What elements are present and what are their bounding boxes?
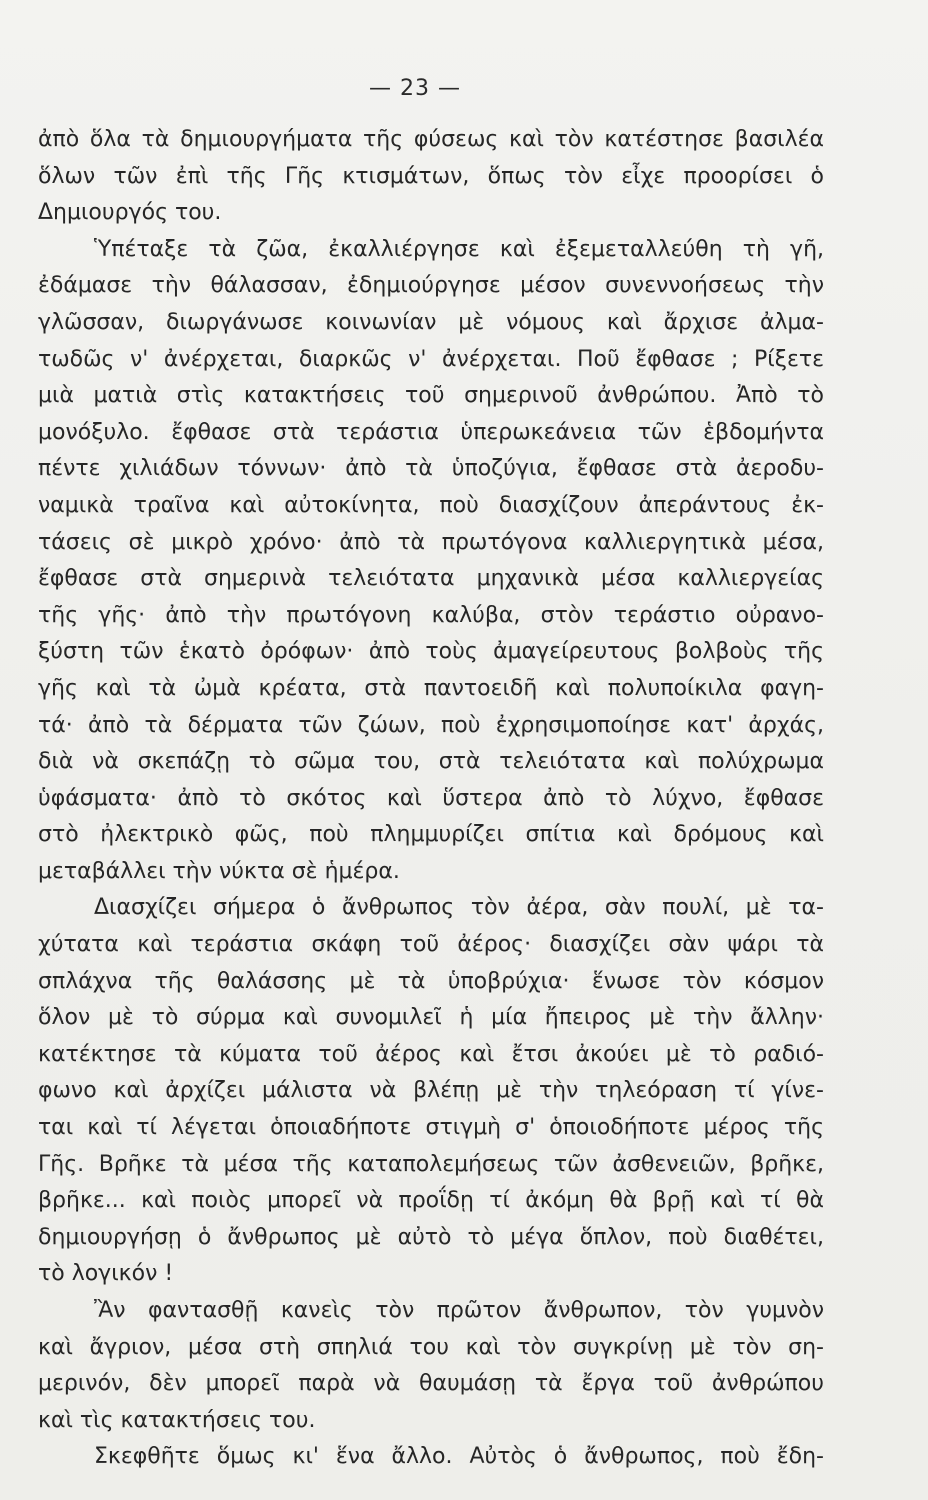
paragraph-4 <box>38 1293 824 1439</box>
text-line: μονόξυλο. ἔφθασε στὰ τεράστια ὑπερωκεάνεια τῶν ἑβδομήντα <box>38 419 824 445</box>
text-line: στὸ ἠλεκτρικὸ φῶς, ποὺ πλημμυρίζει σπίτια καὶ δρόμους καὶ <box>38 822 824 848</box>
text-line: ναμικὰ τραῖνα καὶ αὐτοκίνητα, ποὺ διασχίζουν ἀπεράντους ἐκ- <box>38 492 824 518</box>
text-line: τά· ἀπὸ τὰ δέρματα τῶν ζώων, ποὺ ἐχρησιμοποίησε κατ' ἀρχάς, <box>38 712 824 738</box>
text-line: χύτατα καὶ τεράστια σκάφη τοῦ ἀέρος· διασχίζει σὰν ψάρι τὰ <box>38 932 824 958</box>
page-number: — 23 — <box>369 76 461 101</box>
text-line: Σκεφθῆτε ὅμως κι' ἕνα ἄλλο. Αὐτὸς ὁ ἄνθρωπος, ποὺ ἔδη- <box>94 1444 824 1470</box>
text-line: καὶ ἄγριον, μέσα στὴ σπηλιά του καὶ τὸν συγκρίνῃ μὲ τὸν ση- <box>38 1334 824 1360</box>
paragraph-2 <box>38 232 824 891</box>
text-line: ξύστη τῶν ἑκατὸ ὀρόφων· ἀπὸ τοὺς ἀμαγείρευτους βολβοὺς τῆς <box>38 639 824 665</box>
text-line: γλῶσσαν, διωργάνωσε κοινωνίαν μὲ νόμους καὶ ἄρχισε ἀλμα- <box>38 309 824 335</box>
text-line: σπλάχνα τῆς θαλάσσης μὲ τὰ ὑποβρύχια· ἕνωσε τὸν κόσμον <box>38 968 824 994</box>
paragraph-3 <box>38 890 824 1293</box>
text-line: ἀπὸ ὅλα τὰ δημιουργήματα τῆς φύσεως καὶ τὸν κατέστησε βασιλέα <box>38 127 824 152</box>
text-line: δημιουργήσῃ ὁ ἄνθρωπος μὲ αὐτὸ τὸ μέγα ὅπλον, ποὺ διαθέτει, <box>38 1224 824 1250</box>
text-line: Γῆς. Βρῆκε τὰ μέσα τῆς καταπολεμήσεως τῶν ἀσθενειῶν, βρῆκε, <box>38 1151 824 1177</box>
text-line: Διασχίζει σήμερα ὁ ἄνθρωπος τὸν ἀέρα, σὰν πουλί, μὲ τα- <box>94 895 824 921</box>
text-line: τῆς γῆς· ἀπὸ τὴν πρωτόγονη καλύβα, στὸν τεράστιο οὐρανο- <box>38 602 824 628</box>
text-line: τωδῶς ν' ἀνέρχεται, διαρκῶς ν' ἀνέρχεται. Ποῦ ἔφθασε ; Ρίξετε <box>38 346 824 372</box>
text-line: Δημιουργός του. <box>38 200 222 226</box>
text-line: ὑφάσματα· ἀπὸ τὸ σκότος καὶ ὕστερα ἀπὸ τὸ λύχνο, ἔφθασε <box>38 785 824 811</box>
text-line: καὶ τὶς κατακτήσεις του. <box>38 1407 316 1433</box>
text-line: τὸ λογικόν ! <box>38 1261 174 1287</box>
text-line: Ἂν φαντασθῇ κανεὶς τὸν πρῶτον ἄνθρωπον, τὸν γυμνὸν <box>94 1298 824 1323</box>
paragraph-1 <box>38 122 824 232</box>
text-line: Ὑπέταξε τὰ ζῶα, ἐκαλλιέργησε καὶ ἐξεμεταλλεύθη τὴ γῆ, <box>94 236 824 262</box>
text-line: ἐδάμασε τὴν θάλασσαν, ἐδημιούργησε μέσον συνεννοήσεως τὴν <box>38 273 824 299</box>
text-line: βρῆκε... καὶ ποιὸς μπορεῖ νὰ προΐδῃ τί ἀκόμη θὰ βρῇ καὶ τί θὰ <box>38 1188 824 1214</box>
text-line: ὅλων τῶν ἐπὶ τῆς Γῆς κτισμάτων, ὅπως τὸν εἶχε προορίσει ὁ <box>38 163 824 189</box>
text-line: μερινόν, δὲν μπορεῖ παρὰ νὰ θαυμάσῃ τὰ ἔργα τοῦ ἀνθρώπου <box>38 1371 824 1397</box>
paragraph-5 <box>38 1439 824 1476</box>
text-line: γῆς καὶ τὰ ὠμὰ κρέατα, στὰ παντοειδῆ καὶ πολυποίκιλα φαγη- <box>38 675 824 701</box>
text-line: πέντε χιλιάδων τόννων· ἀπὸ τὰ ὑποζύγια, ἔφθασε στὰ ἀεροδυ- <box>38 456 824 482</box>
text-line: τάσεις σὲ μικρὸ χρόνο· ἀπὸ τὰ πρωτόγονα καλλιεργητικὰ μέσα, <box>38 529 824 555</box>
text-line: μιὰ ματιὰ στὶς κατακτήσεις τοῦ σημερινοῦ ἀνθρώπου. Ἀπὸ τὸ <box>38 383 824 409</box>
body-text <box>38 122 824 1476</box>
text-line: μεταβάλλει τὴν νύκτα σὲ ἡμέρα. <box>38 858 400 884</box>
text-line: ὅλον μὲ τὸ σύρμα καὶ συνομιλεῖ ἡ μία ἤπειρος μὲ τὴν ἄλλην· <box>38 1005 824 1031</box>
text-line: διὰ νὰ σκεπάζῃ τὸ σῶμα του, στὰ τελειότατα καὶ πολύχρωμα <box>38 749 824 775</box>
text-line: φωνο καὶ ἀρχίζει μάλιστα νὰ βλέπῃ μὲ τὴν τηλεόραση τί γίνε- <box>38 1078 824 1104</box>
text-line: ἔφθασε στὰ σημερινὰ τελειότατα μηχανικὰ μέσα καλλιεργείας <box>38 566 824 592</box>
text-line: κατέκτησε τὰ κύματα τοῦ ἀέρος καὶ ἔτσι ἀκούει μὲ τὸ ραδιό- <box>38 1041 824 1067</box>
text-line: ται καὶ τί λέγεται ὁποιαδήποτε στιγμὴ σ' ὁποιοδήποτε μέρος τῆς <box>38 1115 824 1141</box>
